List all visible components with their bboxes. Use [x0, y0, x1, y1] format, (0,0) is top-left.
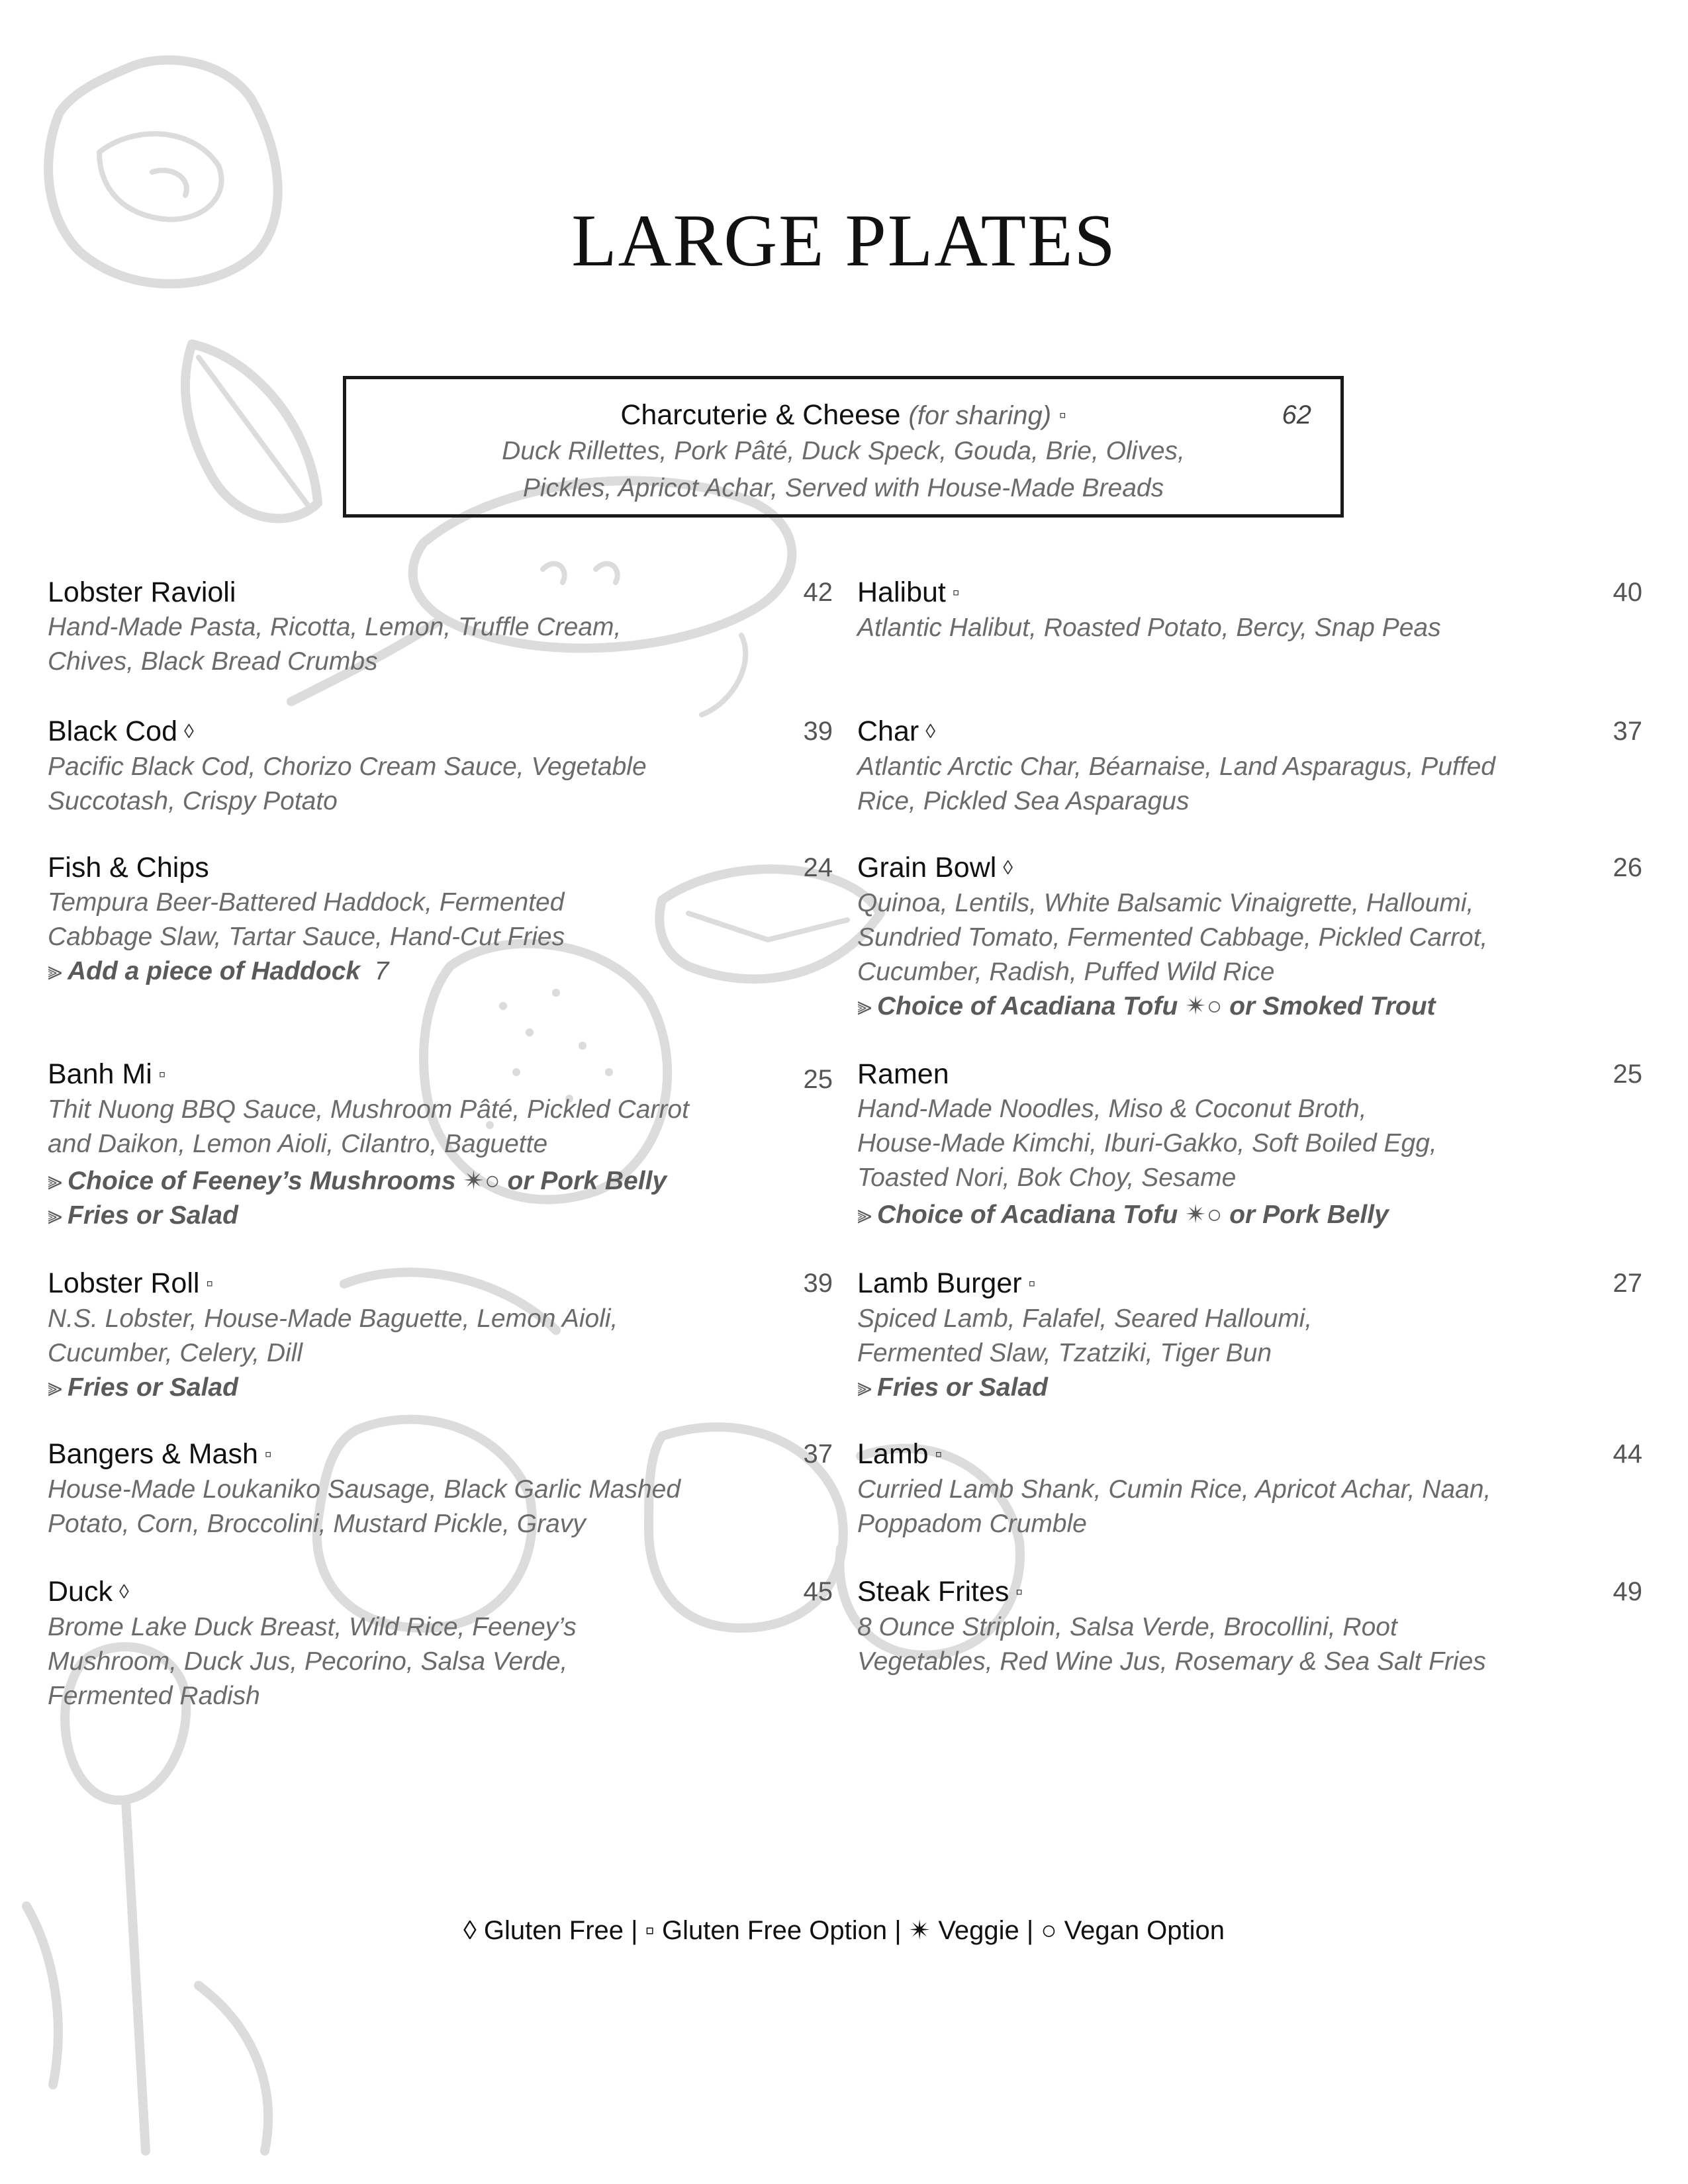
item-description-line: Potato, Corn, Broccolini, Mustard Pickle, Gravy — [48, 1510, 586, 1538]
gluten-free-option-icon: ▫ — [1015, 1581, 1023, 1603]
item-description-line: Quinoa, Lentils, White Balsamic Vinaigrette, Halloumi, — [857, 889, 1474, 917]
gluten-free-option-icon: ▫ — [1028, 1273, 1036, 1295]
item-description-line: Pacific Black Cod, Chorizo Cream Sauce, Vegetable — [48, 752, 647, 781]
item-description-line: Atlantic Halibut, Roasted Potato, Bercy, Snap Peas — [857, 614, 1441, 642]
item-description-line: Chives, Black Bread Crumbs — [48, 647, 378, 676]
item-name: Duck — [48, 1576, 113, 1608]
featured-item-name-line — [346, 399, 1340, 432]
item-name: Banh Mi — [48, 1058, 152, 1090]
item-description-line: Curried Lamb Shank, Cumin Rice, Apricot Achar, Naan, — [857, 1475, 1491, 1504]
item-description-line: Hand-Made Noodles, Miso & Coconut Broth, — [857, 1095, 1367, 1123]
menu-item — [48, 574, 833, 713]
gluten-free-option-icon: ▫ — [158, 1064, 166, 1085]
menu-item — [857, 1265, 1642, 1436]
spoon-icon — [26, 1647, 268, 2151]
featured-item-box — [343, 376, 1344, 518]
item-price: 42 — [803, 578, 833, 607]
item-description-line: Sundried Tomato, Fermented Cabbage, Pickled Carrot, — [857, 923, 1488, 952]
gluten-free-option-icon: ▫ — [952, 582, 960, 604]
item-addon: ⫸ Choice of Acadiana Tofu ✴○ or Pork Belly — [857, 1201, 1389, 1229]
item-description-line: 8 Ounce Striploin, Salsa Verde, Brocollini, Root — [857, 1613, 1397, 1641]
choice-arrow-icon: ⫸ — [48, 1167, 62, 1195]
item-description-line: Atlantic Arctic Char, Béarnaise, Land Asparagus, Puffed — [857, 752, 1495, 781]
featured-item-price: 62 — [1282, 400, 1311, 430]
choice-arrow-icon: ⫸ — [857, 1201, 872, 1229]
item-addon: ⫸ Fries or Salad — [48, 1201, 238, 1230]
featured-item-note: (for sharing) — [908, 401, 1052, 430]
veggie-vegan-icons: ✴○ — [463, 1167, 500, 1195]
item-addon: ⫸ Add a piece of Haddock 7 — [48, 957, 389, 985]
menu-item — [857, 850, 1642, 1056]
item-description-line: Vegetables, Red Wine Jus, Rosemary & Sea Salt Fries — [857, 1647, 1486, 1676]
item-price: 24 — [803, 853, 833, 882]
item-description-line: Tempura Beer-Battered Haddock, Fermented — [48, 888, 565, 917]
item-price: 26 — [1613, 853, 1642, 882]
item-name: Char — [857, 715, 919, 747]
item-name: Ramen — [857, 1058, 949, 1090]
featured-item-description-line: Pickles, Apricot Achar, Served with House-Made Breads — [522, 474, 1164, 502]
item-price: 40 — [1613, 578, 1642, 607]
item-price: 25 — [1613, 1060, 1642, 1089]
item-name: Lobster Roll — [48, 1267, 200, 1299]
item-description-line: House-Made Loukaniko Sausage, Black Garlic Mashed — [48, 1475, 681, 1504]
choice-arrow-icon: ⫸ — [857, 1373, 872, 1402]
item-description-line: Thit Nuong BBQ Sauce, Mushroom Pâté, Pickled Carrot — [48, 1095, 689, 1124]
item-name: Lamb Burger — [857, 1267, 1022, 1299]
item-name: Bangers & Mash — [48, 1438, 258, 1470]
item-description-line: Poppadom Crumble — [857, 1510, 1087, 1538]
item-price: 39 — [803, 1269, 833, 1298]
addon-price: 7 — [374, 957, 389, 985]
item-description-line: and Daikon, Lemon Aioli, Cilantro, Baguette — [48, 1130, 548, 1158]
item-addon: ⫸ Choice of Acadiana Tofu ✴○ or Smoked Trout — [857, 992, 1436, 1021]
menu-item — [48, 850, 833, 1056]
right-menu-column — [857, 574, 1642, 1679]
gluten-free-icon: ◊ — [925, 721, 936, 743]
item-price: 44 — [1613, 1439, 1642, 1469]
veggie-vegan-icons: ✴○ — [1185, 1201, 1223, 1229]
menu-item — [857, 574, 1642, 713]
menu-item — [857, 1436, 1642, 1574]
item-description-line: Cucumber, Radish, Puffed Wild Rice — [857, 958, 1275, 986]
gluten-free-option-icon: ▫ — [206, 1273, 214, 1295]
gluten-free-icon: ◊ — [1003, 857, 1013, 879]
leaf-icon — [185, 344, 318, 518]
gluten-free-option-icon: ▫ — [264, 1443, 272, 1465]
choice-arrow-icon: ⫸ — [48, 957, 62, 985]
gluten-free-option-icon: ▫ — [935, 1443, 943, 1465]
item-name: Halibut — [857, 576, 946, 608]
item-description-line: Mushroom, Duck Jus, Pecorino, Salsa Verde, — [48, 1647, 568, 1676]
menu-item — [48, 713, 833, 850]
item-price: 45 — [803, 1577, 833, 1606]
item-description-line: Spiced Lamb, Falafel, Seared Halloumi, — [857, 1304, 1313, 1333]
item-price: 37 — [1613, 717, 1642, 746]
veggie-vegan-icons: ✴○ — [1185, 992, 1223, 1021]
item-description-line: Brome Lake Duck Breast, Wild Rice, Feeney’s — [48, 1613, 577, 1641]
item-price: 25 — [803, 1065, 833, 1094]
gluten-free-option-icon: ▫ — [1058, 404, 1066, 426]
item-name: Fish & Chips — [48, 852, 209, 884]
item-price: 49 — [1613, 1577, 1642, 1606]
item-description-line: Rice, Pickled Sea Asparagus — [857, 787, 1190, 815]
menu-item — [48, 1574, 833, 1713]
item-name: Lobster Ravioli — [48, 576, 236, 608]
menu-item — [48, 1436, 833, 1574]
featured-item-name: Charcuterie & Cheese — [620, 399, 901, 431]
item-description-line: Hand-Made Pasta, Ricotta, Lemon, Truffle Cream, — [48, 613, 622, 641]
item-name: Black Cod — [48, 715, 177, 747]
item-name: Grain Bowl — [857, 852, 997, 884]
item-price: 39 — [803, 717, 833, 746]
menu-item — [48, 1056, 833, 1265]
menu-item — [857, 1056, 1642, 1265]
item-description-line: N.S. Lobster, House-Made Baguette, Lemon Aioli, — [48, 1304, 618, 1333]
gluten-free-icon: ◊ — [118, 1581, 129, 1603]
menu-item — [48, 1265, 833, 1436]
item-addon: ⫸ Fries or Salad — [48, 1373, 238, 1402]
item-description-line: Toasted Nori, Bok Choy, Sesame — [857, 1163, 1237, 1192]
item-description-line: Cucumber, Celery, Dill — [48, 1339, 303, 1367]
item-description-line: Cabbage Slaw, Tartar Sauce, Hand-Cut Fries — [48, 923, 565, 951]
item-name: Steak Frites — [857, 1576, 1009, 1608]
item-description-line: Fermented Slaw, Tzatziki, Tiger Bun — [857, 1339, 1272, 1367]
dietary-legend: ◊ Gluten Free | ▫ Gluten Free Option | ✴ Veggie | ○ Vegan Option — [463, 1916, 1225, 1945]
item-addon: ⫸ Fries or Salad — [857, 1373, 1048, 1402]
choice-arrow-icon: ⫸ — [48, 1373, 62, 1402]
menu-item — [857, 713, 1642, 850]
item-description-line: Fermented Radish — [48, 1682, 260, 1710]
choice-arrow-icon: ⫸ — [857, 992, 872, 1021]
left-menu-column — [48, 574, 833, 1713]
choice-arrow-icon: ⫸ — [48, 1201, 62, 1230]
menu-item — [857, 1574, 1642, 1679]
item-name: Lamb — [857, 1438, 929, 1470]
featured-item-description-line: Duck Rillettes, Pork Pâté, Duck Speck, Gouda, Brie, Olives, — [502, 437, 1185, 465]
page-title: LARGE PLATES — [571, 200, 1117, 282]
item-description-line: Succotash, Crispy Potato — [48, 787, 338, 815]
item-description-line: House-Made Kimchi, Iburi-Gakko, Soft Boiled Egg, — [857, 1129, 1437, 1158]
gluten-free-icon: ◊ — [183, 721, 194, 743]
item-addon: ⫸ Choice of Feeney’s Mushrooms ✴○ or Pork Belly — [48, 1167, 667, 1195]
item-price: 37 — [803, 1439, 833, 1469]
item-price: 27 — [1613, 1269, 1642, 1298]
